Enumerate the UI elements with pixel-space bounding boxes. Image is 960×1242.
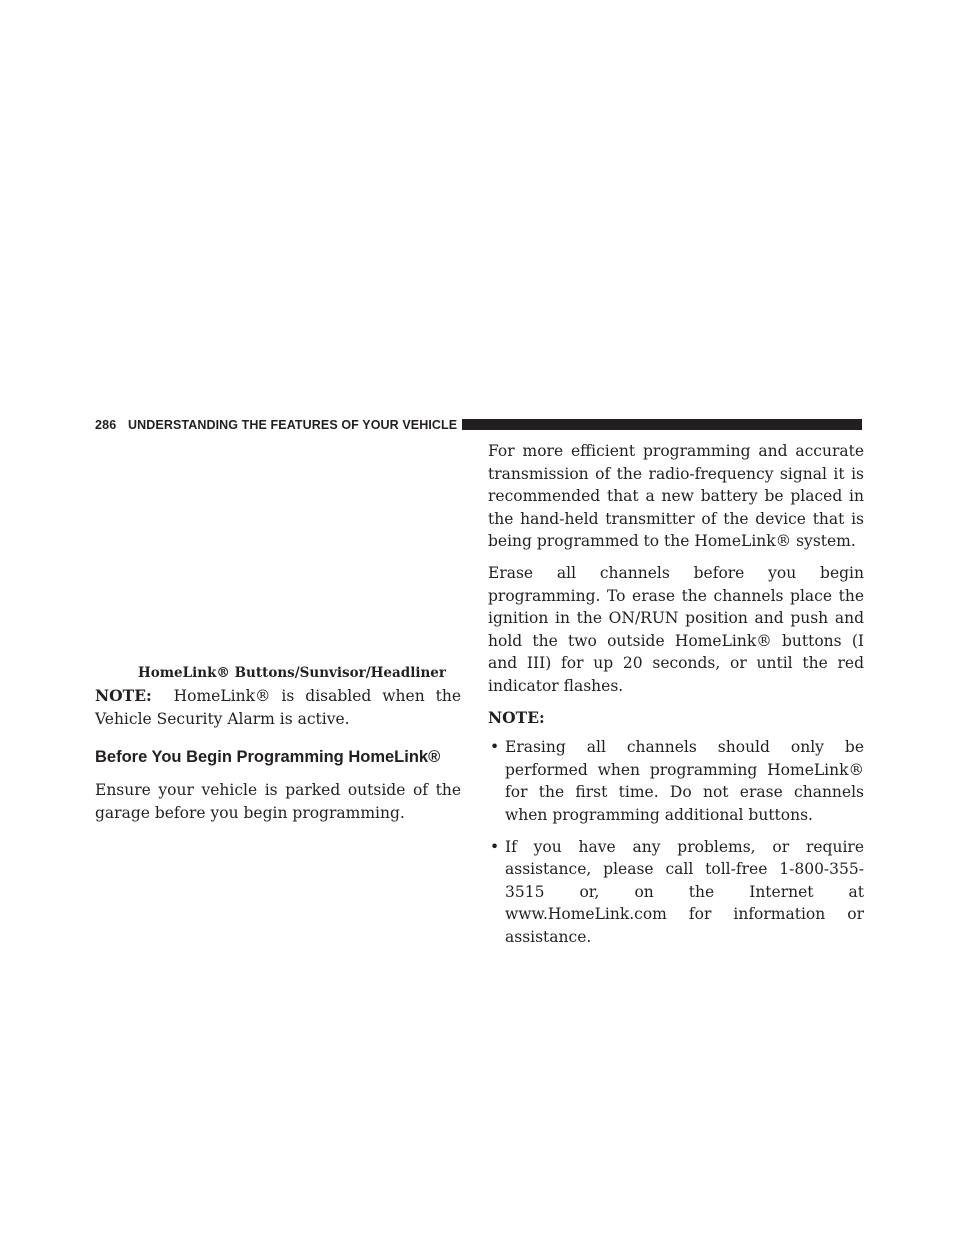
left-column <box>95 663 461 824</box>
body-paragraph-battery: For more efficient programming and accurate transmission of the radio-frequency signal it is recommended that a new battery be placed in the hand-held transmitter of the device that is being programmed to the HomeLink® system. <box>488 442 864 551</box>
figure-caption: HomeLink® Buttons/Sunvisor/Headliner <box>138 665 446 681</box>
header-rule <box>462 419 862 430</box>
note-text: HomeLink® is disabled when the Vehicle Security Alarm is active. <box>95 687 461 728</box>
body-paragraph-erase: Erase all channels before you begin programming. To erase the channels place the ignition in the ON/RUN position and push and hold the two outside HomeLink® buttons (I and III) for up 20 seconds, or until the red indicator flashes. <box>488 563 864 695</box>
body-paragraph: Ensure your vehicle is parked outside of the garage before you begin programming. <box>95 781 461 822</box>
list-item: • Erasing all channels should only be performed when programming HomeLink® for the first time. Do not erase channels when programming additional buttons. <box>488 736 864 826</box>
list-item: • If you have any problems, or require assistance, please call toll-free 1-800-355-3515 or, on the Internet at www.HomeLink.com for information or assistance. <box>488 836 864 949</box>
right-column <box>488 440 864 948</box>
note-bullet-list <box>488 736 864 948</box>
note-heading: NOTE: <box>488 707 545 727</box>
note-label: NOTE: <box>95 686 152 705</box>
page-number: 286 <box>95 418 117 432</box>
page-header <box>95 416 863 436</box>
section-subheading: Before You Begin Programming HomeLink® <box>95 748 441 767</box>
note-paragraph <box>95 685 461 730</box>
section-title: UNDERSTANDING THE FEATURES OF YOUR VEHICLE <box>128 418 458 432</box>
